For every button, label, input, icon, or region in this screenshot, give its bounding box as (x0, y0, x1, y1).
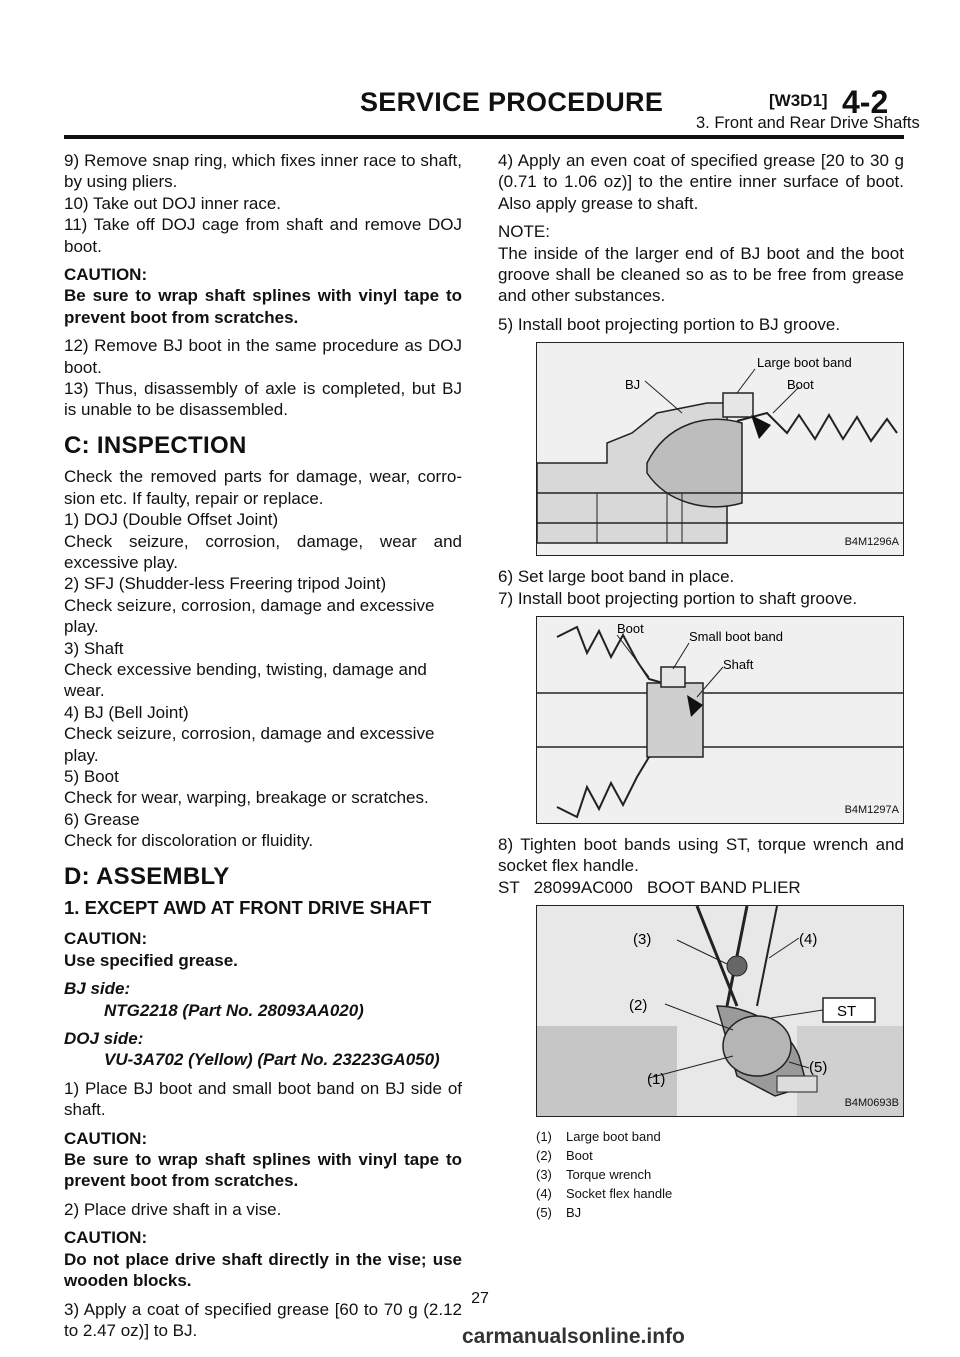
bj-boot-illustration (537, 343, 903, 555)
caution-block-3 (64, 1128, 462, 1192)
caution-heading: CAUTION: (64, 265, 148, 285)
assembly-step-5: 5) Install boot projecting portion to BJ groove. (498, 314, 841, 334)
assembly-step-3: 3) Apply a coat of specified grease [60 to 70 g (2.12 to 2.47 oz)] to BJ. (64, 1299, 462, 1340)
assembly-step-6: 6) Set large boot band in place. (498, 567, 735, 587)
caution-heading: CAUTION: (64, 1228, 148, 1248)
fig2-label-band: Small boot band (689, 629, 783, 645)
right-column (498, 150, 904, 1222)
boot-band-plier-illustration (537, 906, 903, 1116)
legend-text: Boot (566, 1148, 593, 1164)
inspection-item: Check seizure, corrosion, damage, wear and excessive play. (64, 531, 462, 572)
figure-legend (536, 1127, 904, 1222)
fig2-label-boot: Boot (617, 621, 644, 637)
legend-num: (2) (536, 1148, 552, 1164)
header-rule (64, 135, 904, 139)
figure-id: B4M1296A (844, 535, 899, 548)
inspection-item: Check for discoloration or fluidity. (64, 831, 314, 851)
inspection-list (64, 509, 462, 852)
header-section-number: 4-2 (842, 84, 889, 120)
step-13: 13) Thus, disassembly of axle is completed, but BJ is unable to be disassembled. (64, 379, 462, 420)
header-code: [W3D1] (769, 91, 828, 110)
special-tool-line: ST 28099AC000 BOOT BAND PLIER (498, 877, 801, 897)
fig1-label-boot: Boot (787, 377, 814, 393)
caution-body: Do not place drive shaft directly in the vise; use wooden blocks. (64, 1249, 462, 1291)
small-boot-illustration (537, 617, 903, 823)
page-header-title: SERVICE PROCEDURE (360, 87, 664, 117)
callout-5: (5) (809, 1059, 828, 1077)
inspection-heading: C: INSPECTION (64, 431, 247, 459)
legend-text: Large boot band (566, 1129, 661, 1145)
inspection-intro: Check the removed parts for damage, wear, corro-sion etc. If faulty, repair or replace. (64, 467, 462, 508)
bj-side-label: BJ side: (64, 979, 131, 999)
inspection-item: Check excessive bending, twisting, damage and wear. (64, 659, 427, 701)
caution-heading: CAUTION: (64, 1128, 148, 1148)
note-heading: NOTE: (498, 222, 550, 242)
legend-num: (5) (536, 1205, 552, 1221)
left-column (64, 150, 462, 1348)
inspection-item: Check for wear, warping, breakage or scratches. (64, 788, 429, 808)
caution-block-2 (64, 928, 462, 971)
step-9: 9) Remove snap ring, which fixes inner race to shaft, by using pliers. (64, 151, 462, 192)
caution-body: Use specified grease. (64, 950, 238, 970)
assembly-step-7: 7) Install boot projecting portion to shaft groove. (498, 588, 858, 608)
figure-bj-boot (536, 342, 904, 556)
inspection-item: 6) Grease (64, 809, 140, 829)
note-body: The inside of the larger end of BJ boot and the boot groove shall be cleaned so as to be free from grease and other substances. (498, 243, 904, 306)
figure-small-boot (536, 616, 904, 824)
fig2-label-shaft: Shaft (723, 657, 754, 673)
assembly-step-4: 4) Apply an even coat of specified grease [20 to 30 g (0.71 to 1.06 oz)] to the entire inner surface of boot. Also apply grease to shaft. (498, 151, 904, 213)
callout-4: (4) (799, 931, 818, 949)
fig1-label-band: Large boot band (757, 355, 852, 371)
footer-watermark[interactable]: carmanualsonline.info (462, 1325, 685, 1348)
caution-body: Be sure to wrap shaft splines with vinyl tape to prevent boot from scratches. (64, 286, 462, 327)
figure-id: B4M0693B (844, 1096, 899, 1109)
header-subtitle: 3. Front and Rear Drive Shafts (696, 114, 920, 132)
legend-num: (4) (536, 1186, 552, 1202)
legend-row (536, 1184, 904, 1203)
inspection-item: Check seizure, corrosion, damage and excessive play. (64, 724, 435, 765)
legend-num: (1) (536, 1129, 552, 1145)
page-number: 27 (471, 1290, 489, 1307)
assembly-step-1: 1) Place BJ boot and small boot band on BJ side of shaft. (64, 1078, 462, 1120)
inspection-item: 5) Boot (64, 766, 119, 786)
legend-row (536, 1127, 904, 1146)
callout-3: (3) (633, 931, 652, 949)
legend-text: BJ (566, 1205, 582, 1221)
caution-block-4 (64, 1227, 462, 1291)
legend-text: Torque wrench (566, 1167, 652, 1183)
doj-side-label: DOJ side: (64, 1029, 144, 1049)
inspection-item: Check seizure, corrosion, damage and excessive play. (64, 595, 435, 637)
legend-row (536, 1203, 904, 1222)
callout-1: (1) (647, 1071, 666, 1089)
inspection-item: 3) Shaft (64, 638, 124, 658)
step-11: 11) Take off DOJ cage from shaft and remove DOJ boot. (64, 215, 462, 256)
caution-body: Be sure to wrap shaft splines with vinyl tape to prevent boot from scratches. (64, 1150, 462, 1191)
caution-heading: CAUTION: (64, 929, 148, 949)
callout-2: (2) (629, 997, 648, 1015)
legend-num: (3) (536, 1167, 552, 1183)
inspection-item: 4) BJ (Bell Joint) (64, 702, 189, 722)
legend-text: Socket flex handle (566, 1186, 673, 1202)
legend-row (536, 1165, 904, 1184)
assembly-step-8: 8) Tighten boot bands using ST, torque wrench and socket flex handle. (498, 835, 904, 876)
assembly-step-2: 2) Place drive shaft in a vise. (64, 1199, 282, 1219)
figure-boot-band-plier (536, 905, 904, 1117)
legend-row (536, 1146, 904, 1165)
inspection-item: 1) DOJ (Double Offset Joint) (64, 510, 279, 530)
caution-block-1 (64, 264, 462, 328)
bj-side-grease: NTG2218 (Part No. 28093AA020) (104, 1000, 364, 1020)
inspection-item: 2) SFJ (Shudder-less Freering tripod Joint) (64, 574, 387, 594)
assembly-heading: D: ASSEMBLY (64, 862, 230, 890)
figure-id: B4M1297A (844, 803, 899, 816)
callout-st: ST (837, 1003, 857, 1021)
doj-side-grease: VU-3A702 (Yellow) (Part No. 23223GA050) (104, 1050, 440, 1070)
subsection-heading: 1. EXCEPT AWD AT FRONT DRIVE SHAFT (64, 897, 432, 918)
step-12: 12) Remove BJ boot in the same procedure as DOJ boot. (64, 336, 462, 377)
fig1-label-bj: BJ (625, 377, 641, 393)
note-block (498, 221, 904, 307)
step-10: 10) Take out DOJ inner race. (64, 193, 282, 213)
